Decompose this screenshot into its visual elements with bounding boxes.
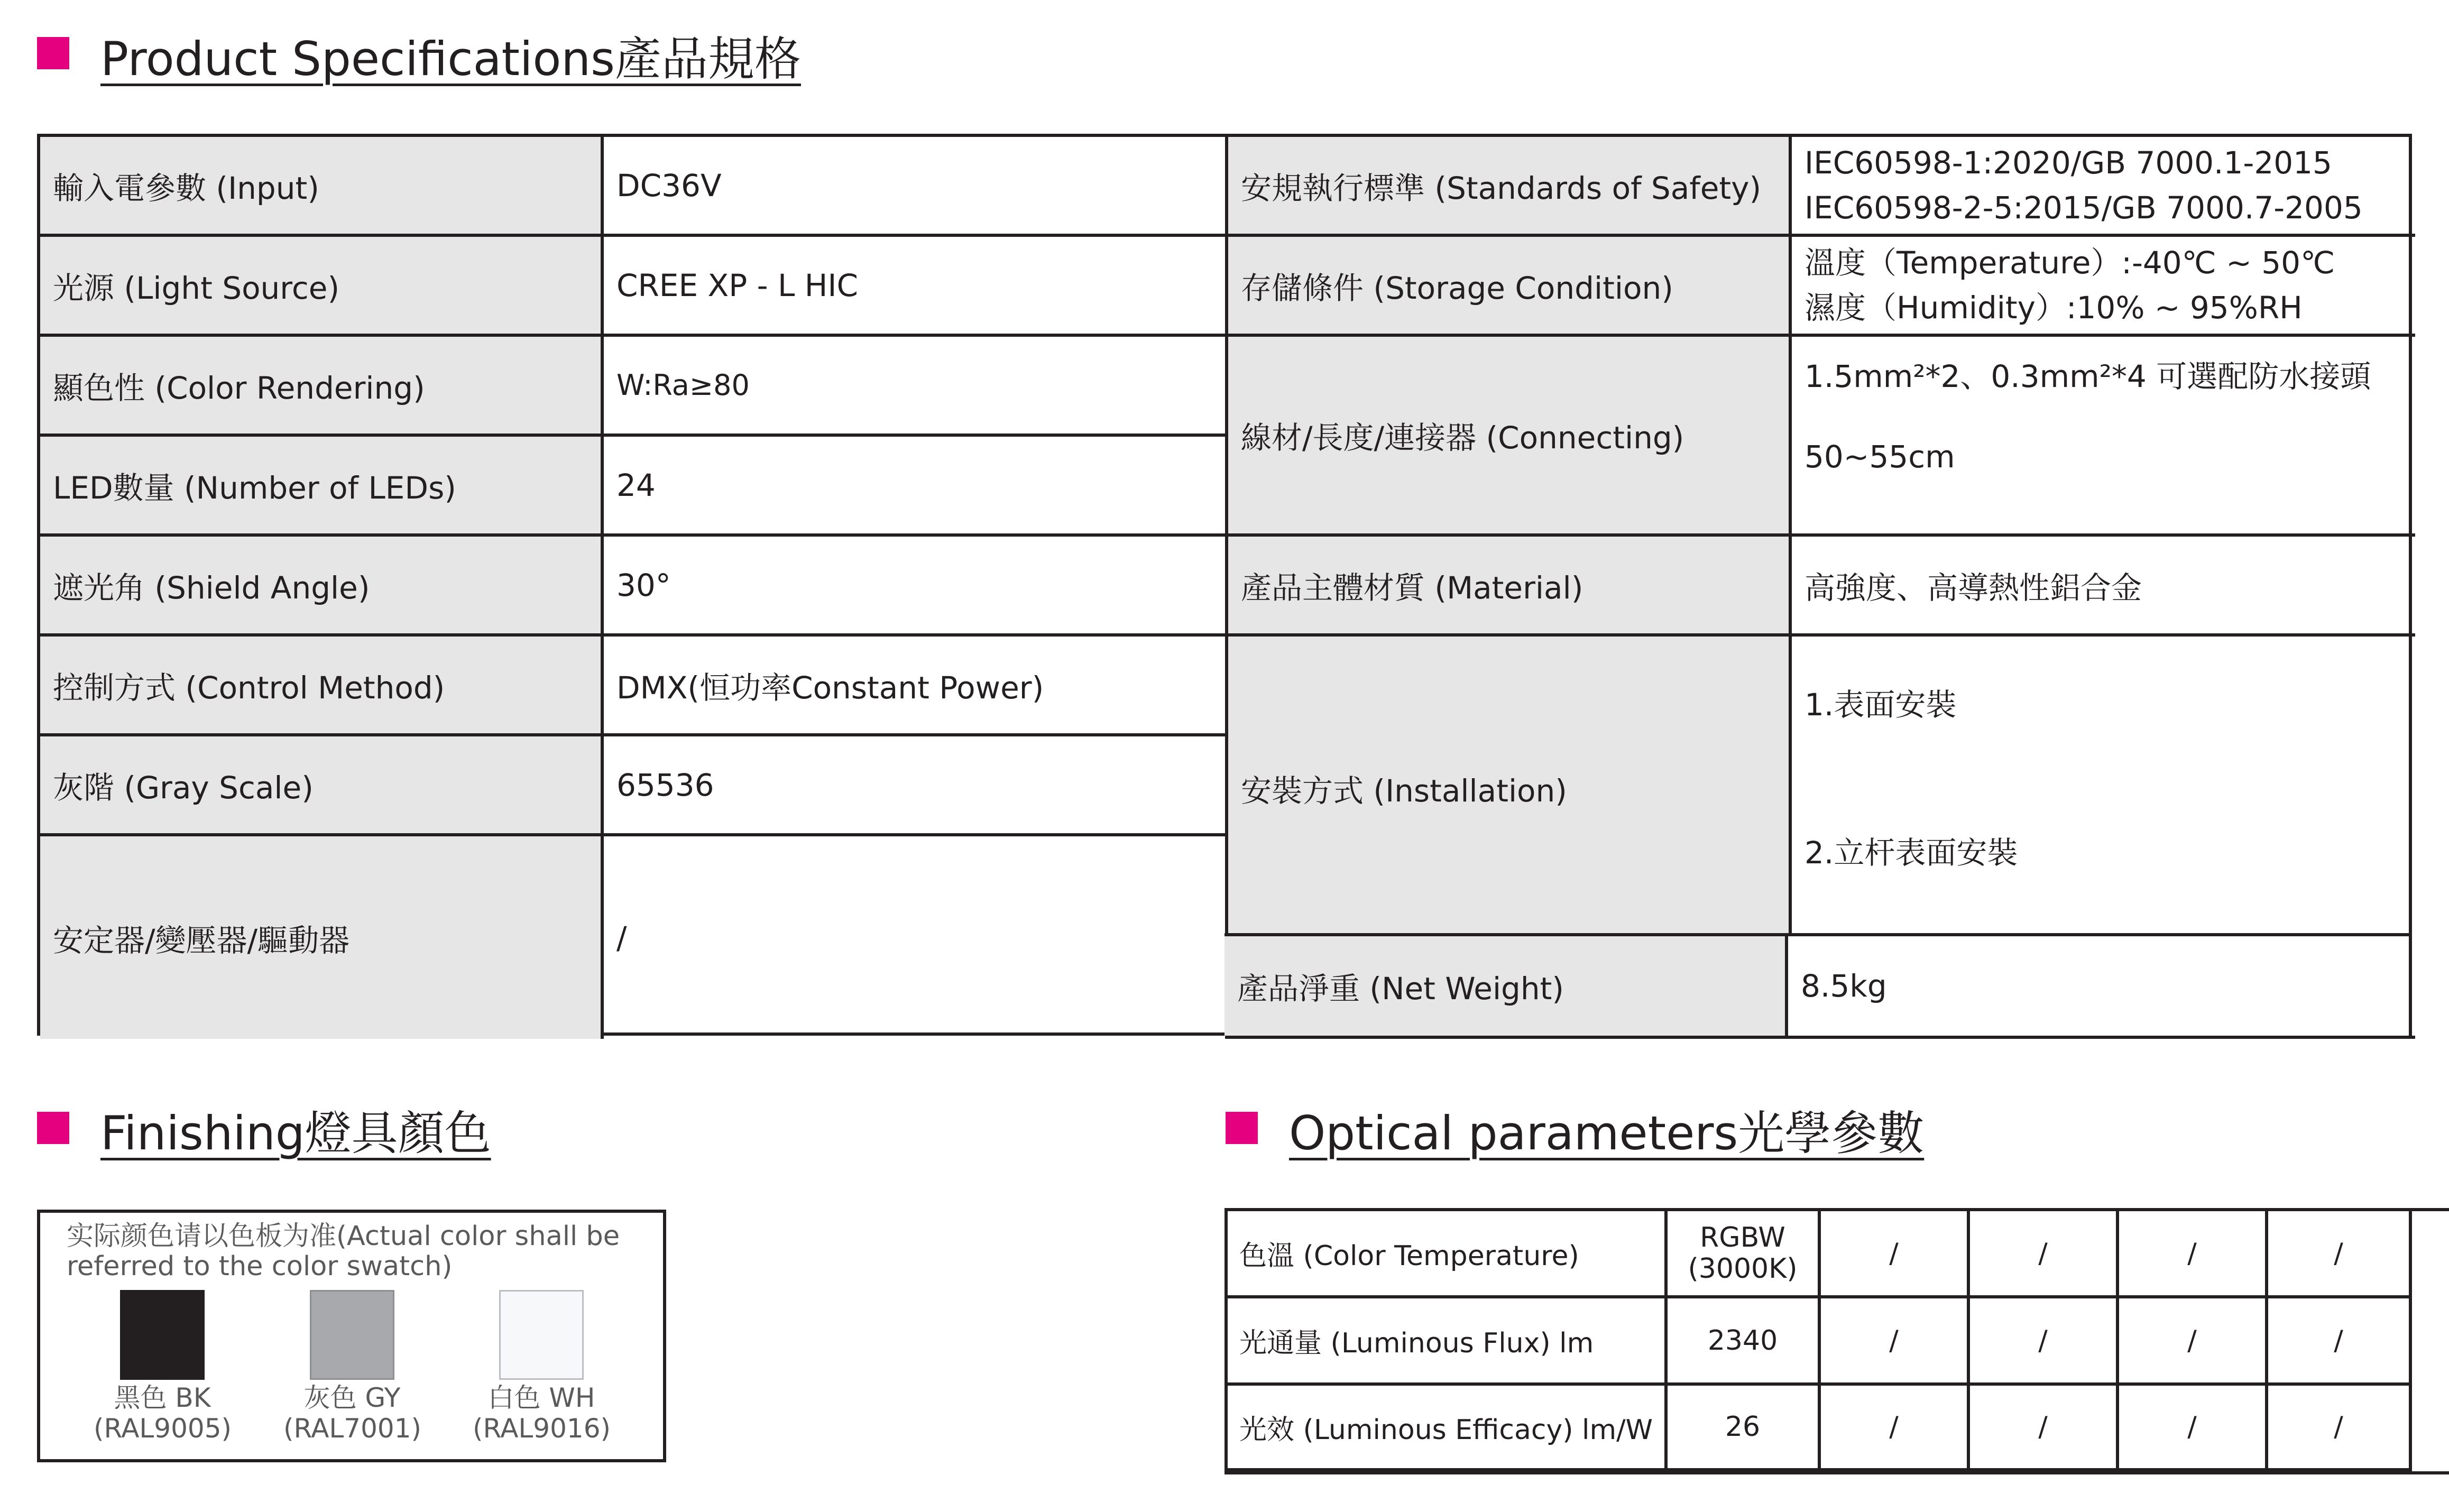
luminous-flux-value: 2340 bbox=[1668, 1298, 1821, 1386]
led-count-value: 24 bbox=[604, 437, 1228, 537]
optical-table bbox=[1224, 1208, 2449, 1474]
swatch-white-code: (RAL9016) bbox=[473, 1413, 611, 1444]
input-value: DC36V bbox=[604, 137, 1228, 237]
optical-cell: / bbox=[2268, 1298, 2412, 1386]
swatch-white-name: 白色 WH bbox=[487, 1382, 595, 1413]
optical-cell: / bbox=[1970, 1386, 2119, 1471]
light-source-label: 光源 (Light Source) bbox=[40, 237, 604, 337]
connecting-label: 線材/長度/連接器 (Connecting) bbox=[1228, 337, 1792, 537]
optical-cell: / bbox=[1970, 1211, 2119, 1298]
gray-scale-value: 65536 bbox=[604, 736, 1228, 836]
swatch-white-label bbox=[473, 1383, 610, 1444]
color-temperature-value-line-2: (3000K) bbox=[1688, 1252, 1798, 1285]
storage-value bbox=[1792, 237, 2415, 337]
weight-row bbox=[1224, 933, 2412, 1036]
finishing-note bbox=[67, 1221, 620, 1281]
storage-humidity: 濕度（Humidity）:10% ~ 95%RH bbox=[1804, 289, 2303, 326]
section-marker bbox=[37, 37, 69, 69]
optical-cell: / bbox=[2268, 1386, 2412, 1471]
specs-table bbox=[37, 134, 2412, 1036]
driver-value: / bbox=[604, 836, 1228, 1039]
safety-value-line-1: IEC60598-1:2020/GB 7000.1-2015 bbox=[1804, 145, 2332, 181]
swatch-black-code: (RAL9005) bbox=[94, 1413, 232, 1444]
driver-label: 安定器/變壓器/驅動器 bbox=[40, 836, 604, 1039]
optical-cell: / bbox=[2268, 1211, 2412, 1298]
finishing-note-line-1: 实际颜色请以色板为准(Actual color shall be bbox=[67, 1221, 620, 1252]
connecting-length: 50~55cm bbox=[1804, 439, 1955, 475]
luminous-efficacy-label: 光效 (Luminous Efficacy) lm/W bbox=[1228, 1386, 1668, 1471]
safety-value-line-2: IEC60598-2-5:2015/GB 7000.7-2005 bbox=[1804, 189, 2363, 226]
swatch-black-name: 黑色 BK bbox=[114, 1382, 211, 1413]
swatch-gray-name: 灰色 GY bbox=[303, 1382, 401, 1413]
led-count-label: LED數量 (Number of LEDs) bbox=[40, 437, 604, 537]
color-temperature-value bbox=[1668, 1211, 1821, 1298]
optical-cell: / bbox=[1821, 1211, 1970, 1298]
material-value: 高強度、高導熱性鋁合金 bbox=[1792, 537, 2415, 637]
control-method-label: 控制方式 (Control Method) bbox=[40, 637, 604, 736]
color-rendering-label: 顯色性 (Color Rendering) bbox=[40, 337, 604, 437]
optical-heading: Optical parameters光學參數 bbox=[1289, 1106, 1925, 1160]
swatch-black-label bbox=[94, 1383, 231, 1444]
section-marker bbox=[37, 1112, 69, 1144]
gray-scale-label: 灰階 (Gray Scale) bbox=[40, 736, 604, 836]
optical-cell: / bbox=[1970, 1298, 2119, 1386]
swatch-white bbox=[499, 1290, 584, 1380]
color-rendering-value: W:Ra≥80 bbox=[604, 337, 1228, 437]
optical-cell: / bbox=[2119, 1386, 2268, 1471]
storage-temperature: 溫度（Temperature）:-40℃ ~ 50℃ bbox=[1804, 245, 2335, 281]
net-weight-value: 8.5kg bbox=[1788, 936, 2412, 1036]
finishing-box bbox=[37, 1210, 666, 1462]
swatch-gray-code: (RAL7001) bbox=[283, 1413, 422, 1444]
swatch-gray bbox=[310, 1290, 394, 1380]
optical-cell: / bbox=[1821, 1386, 1970, 1471]
color-temperature-value-line-1: RGBW bbox=[1700, 1222, 1785, 1254]
installation-pole: 2.立杆表面安裝 bbox=[1804, 835, 2018, 871]
control-method-value: DMX(恒功率Constant Power) bbox=[604, 637, 1228, 736]
color-temperature-label: 色溫 (Color Temperature) bbox=[1228, 1211, 1668, 1298]
luminous-flux-label: 光通量 (Luminous Flux) lm bbox=[1228, 1298, 1668, 1386]
installation-surface: 1.表面安裝 bbox=[1804, 687, 1957, 723]
optical-cell: / bbox=[2119, 1298, 2268, 1386]
swatch-gray-label bbox=[283, 1383, 421, 1444]
input-label: 輸入電參數 (Input) bbox=[40, 137, 604, 237]
finishing-heading: Finishing燈具顏色 bbox=[100, 1106, 491, 1160]
swatch-black bbox=[120, 1290, 205, 1380]
light-source-value: CREE XP - L HIC bbox=[604, 237, 1228, 337]
net-weight-label: 產品淨重 (Net Weight) bbox=[1224, 936, 1788, 1036]
material-label: 產品主體材質 (Material) bbox=[1228, 537, 1792, 637]
connecting-value bbox=[1792, 337, 2415, 537]
optical-cell: / bbox=[2119, 1211, 2268, 1298]
finishing-note-line-2: referred to the color swatch) bbox=[67, 1251, 453, 1283]
shield-angle-value: 30° bbox=[604, 537, 1228, 637]
specs-heading: Product Specifications產品規格 bbox=[100, 32, 801, 86]
optical-cell: / bbox=[1821, 1298, 1970, 1386]
storage-label: 存儲條件 (Storage Condition) bbox=[1228, 237, 1792, 337]
shield-angle-label: 遮光角 (Shield Angle) bbox=[40, 537, 604, 637]
safety-value bbox=[1792, 137, 2415, 237]
safety-label: 安規執行標準 (Standards of Safety) bbox=[1228, 137, 1792, 237]
connecting-cable: 1.5mm²*2、0.3mm²*4 可選配防水接頭 bbox=[1804, 358, 2371, 394]
luminous-efficacy-value: 26 bbox=[1668, 1386, 1821, 1471]
installation-label: 安裝方式 (Installation) bbox=[1228, 637, 1792, 1039]
section-marker bbox=[1226, 1112, 1258, 1144]
